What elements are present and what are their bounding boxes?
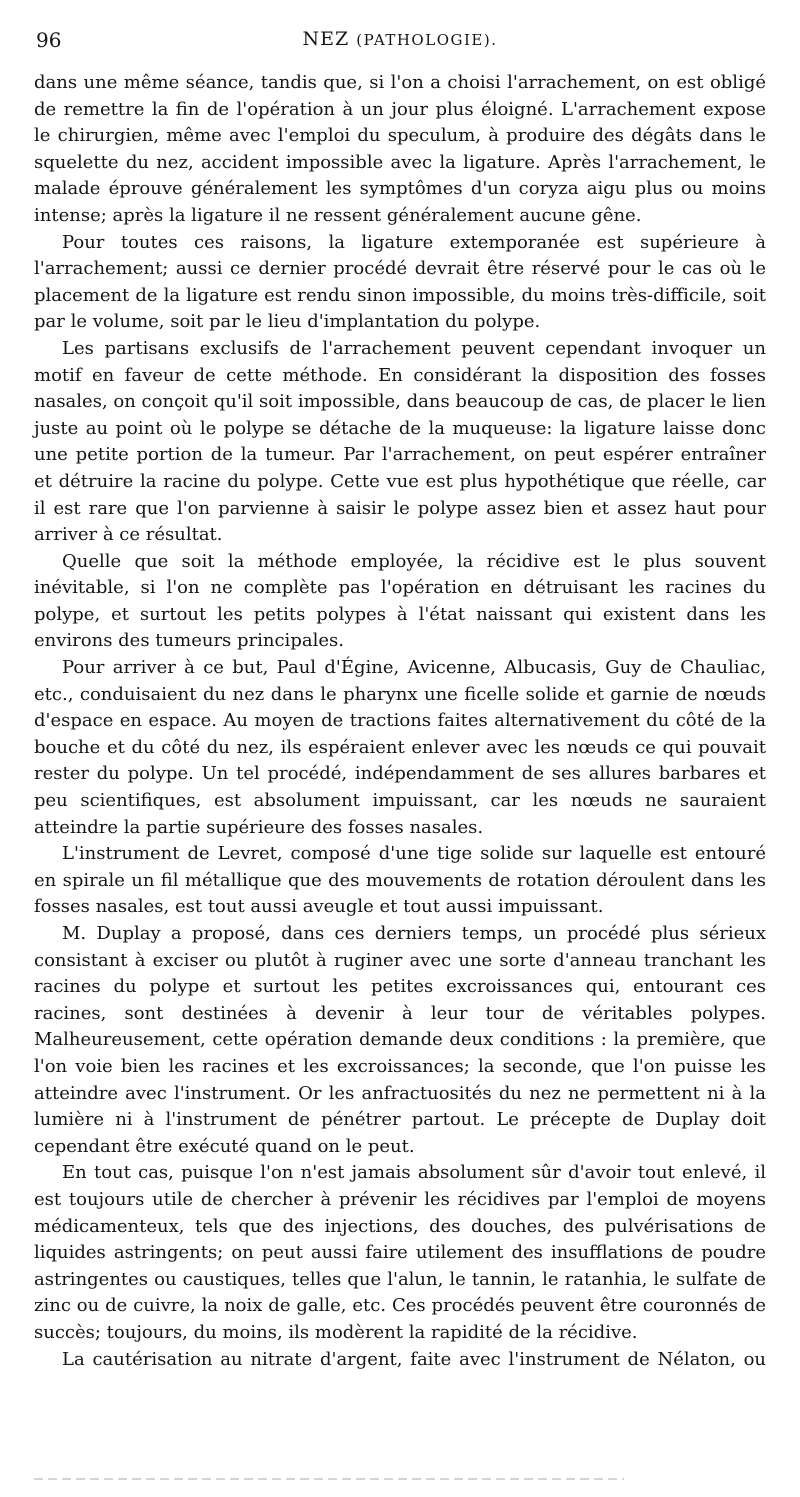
paragraph: L'instrument de Levret, composé d'une tige solide sur laquelle est entouré en spirale un fil métallique que des mouvements de rotation déroulent dans les fosses nasales, est tout aussi aveugle et tout aussi impuissant.: [34, 843, 766, 918]
paragraph: M. Duplay a proposé, dans ces derniers temps, un procédé plus sérieux consistant à exciser ou plutôt à ruginer avec une sorte d'anneau tranchant les racines du polype et surtout les petites excroissances qui, entourant ces racines, sont destinées à devenir à leur tour de véritables polypes. Malheureusement, cette opération demande deux conditions : la première, que l'on voie bien les racines et les excroissances; la seconde, que l'on puisse les atteindre avec l'instrument. Or les anfractuosités du nez ne permettent ni à la lumière ni à l'instrument de pénétrer partout. Le précepte de Duplay doit cependant être exécuté quand on le peut.: [34, 923, 766, 1157]
paragraph: Pour toutes ces raisons, la ligature extemporanée est supérieure à l'arrachement; aussi ce dernier procédé devrait être réservé pour le cas où le placement de la ligature est rendu sinon impossible, du moins très-difficile, soit par le volume, soit par le lieu d'implantation du polype.: [34, 231, 766, 333]
paragraph: Quelle que soit la méthode employée, la récidive est le plus souvent inévitable, si l'on ne complète pas l'opération en détruisant les racines du polype, et surtout les petits polypes à l'état naissant qui existent dans les environs des tumeurs principales.: [34, 550, 766, 652]
page: [34, 28, 766, 1373]
page-header: [34, 28, 766, 60]
paragraph: En tout cas, puisque l'on n'est jamais absolument sûr d'avoir tout enlevé, il est toujours utile de chercher à prévenir les récidives par l'emploi de moyens médicamenteux, tels que des injections, des douches, des pulvérisations de liquides astringents; on peut aussi faire utilement des insufflations de poudre astringentes ou caustiques, telles que l'alun, le tannin, le ratanhia, le sulfate de zinc ou de cuivre, la noix de galle, etc. Ces procédés peuvent être couronnés de succès; toujours, du moins, ils modèrent la rapidité de la récidive.: [34, 1162, 766, 1343]
bottom-print-bleed: [34, 1478, 624, 1480]
paragraph-continuation: dans une même séance, tandis que, si l'on a choisi l'arrachement, on est obligé de remettre la fin de l'opération à un jour plus éloigné. L'arrachement expose le chirurgien, même avec l'emploi du speculum, à produire des dégâts dans le squelette du nez, accident impossible avec la ligature. Après l'arrachement, le malade éprouve généralement les symptômes d'un coryza aigu plus ou moins intense; après la ligature il ne ressent généralement aucune gêne.: [34, 72, 766, 226]
running-head-subtitle: (PATHOLOGIE).: [356, 31, 498, 49]
paragraph: Pour arriver à ce but, Paul d'Égine, Avicenne, Albucasis, Guy de Chauliac, etc., conduisaient du nez dans le pharynx une ficelle solide et garnie de nœuds d'espace en espace. Au moyen de tractions faites alternativement du côté de la bouche et du côté du nez, ils espéraient enlever avec les nœuds ce qui pouvait rester du polype. Un tel procédé, indépendamment de ses allures barbares et peu scientifiques, est absolument impuissant, car les nœuds ne sauraient atteindre la partie supérieure des fosses nasales.: [34, 657, 766, 838]
paragraph-continues: La cautérisation au nitrate d'argent, faite avec l'instrument de Nélaton, ou: [62, 1348, 766, 1370]
page-number: 96: [36, 28, 62, 52]
paragraph: Les partisans exclusifs de l'arrachement peuvent cependant invoquer un motif en faveur de cette méthode. En considérant la disposition des fosses nasales, on conçoit qu'il soit impossible, dans beaucoup de cas, de placer le lien juste au point où le polype se détache de la muqueuse: la ligature laisse donc une petite portion de la tumeur. Par l'arrachement, on peut espérer entraîner et détruire la racine du polype. Cette vue est plus hypothétique que réelle, car il est rare que l'on parvienne à saisir le polype assez bien et assez haut pour arriver à ce résultat.: [34, 337, 766, 546]
running-head-title: NEZ: [302, 28, 350, 50]
body-text: [34, 70, 766, 1373]
running-head: [34, 28, 766, 50]
